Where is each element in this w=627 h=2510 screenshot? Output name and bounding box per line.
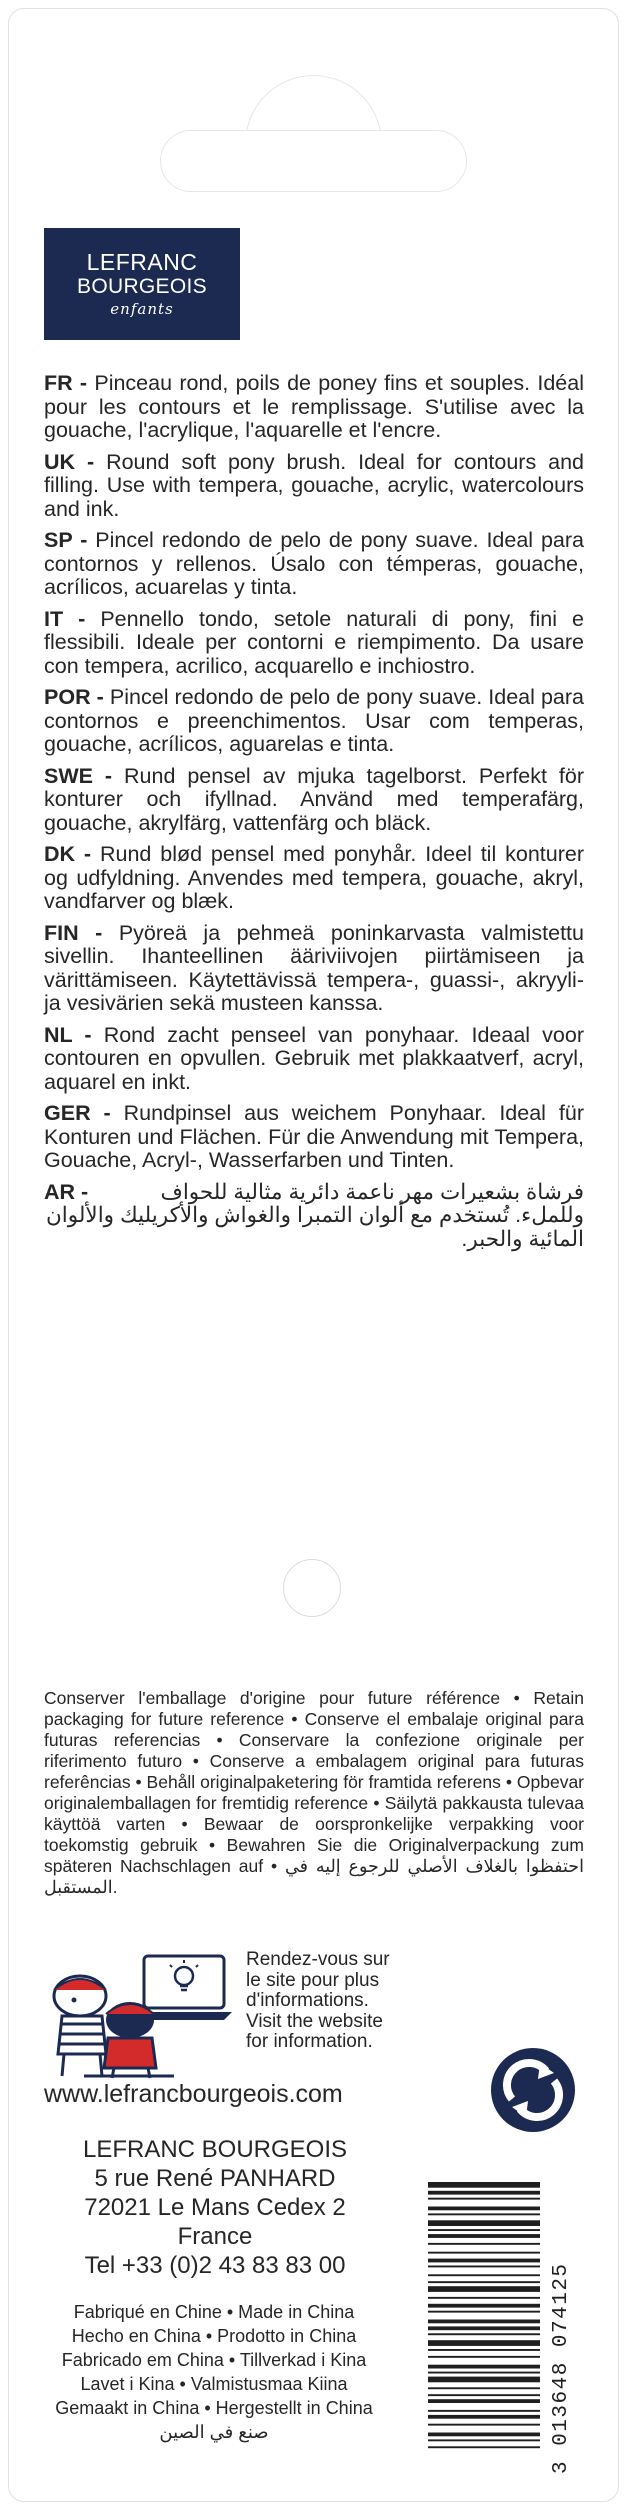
barcode-bar	[428, 2377, 540, 2383]
description-fin: FIN - Pyöreä ja pehmeä poninkarvasta valmistettu sivellin. Ihanteellinen ääriviivojen piirtämiseen ja värittämiseen. Käytettävissä tempera-, guassi-, akryyli- ja vesivärien sekä musteen kanssa.	[44, 920, 584, 1015]
brand-line-3: enfants	[110, 300, 174, 318]
barcode-bar	[428, 2387, 540, 2389]
retain-packaging-notice: Conserver l'emballage d'origine pour future référence • Retain packaging for future reference • Conserve el embalaje original para futuras referencias • Conservare la confezione originale per riferimento futuro • Conserve a embalagem original para futuras referências • Behåll originalpaketering för framtida referens • Opbevar originalemballagen for fremtidig reference • Säilytä pakkausta tulevaa käyttöä varten • Bewaar de oorspronkelijke verpakking voor toekomstig gebruik • Bewahren Sie die Originalverpackung zum späteren Nachschlagen auf • احتفظوا بالغلاف الأصلي للرجوع إليه في المستقبل.	[44, 1688, 584, 1897]
company-address	[60, 2135, 370, 2280]
barcode-bar	[428, 2274, 540, 2276]
barcode-bar	[428, 2220, 540, 2226]
barcode-bar	[428, 2252, 540, 2254]
visit-website-text: Rendez-vous sur le site pour plus d'informations. Visit the website for information.	[246, 1949, 390, 2052]
company-name: LEFRANC BOURGEOIS	[82, 2136, 348, 2163]
barcode-bar	[428, 2266, 540, 2268]
barcode-bar	[428, 2229, 540, 2231]
barcode-bar	[428, 2191, 540, 2195]
barcode-bar	[428, 2340, 540, 2346]
website-url: www.lefrancbourgeois.com	[44, 2080, 343, 2108]
barcode-bars	[428, 2182, 540, 2448]
barcode-bar	[428, 2243, 540, 2245]
brand-logo	[44, 228, 240, 340]
address-phone: Tel +33 (0)2 43 83 83 00	[84, 2252, 346, 2279]
product-descriptions	[44, 372, 584, 1259]
barcode-bar	[428, 2424, 540, 2426]
barcode-bar	[428, 2326, 540, 2330]
description-sp: SP - Pincel redondo de pelo de pony suave. Ideal para contornos y rellenos. Úsalo con témperas, gouache, acrílicos, acuarelas y tinta.	[44, 528, 584, 599]
barcode-bar	[428, 2182, 540, 2188]
description-dk: DK - Rund blød pensel med ponyhår. Ideel til konturer og udfyldning. Anvendes med tempera, gouache, akryl, vandfarver og blæk.	[44, 842, 584, 913]
barcode-bar	[428, 2207, 540, 2211]
barcode-bar	[428, 2259, 540, 2263]
barcode-digits: 3 013648 074125	[550, 2262, 573, 2474]
barcode-bar	[428, 2297, 540, 2299]
brand-line-1: LEFRANC	[86, 249, 198, 275]
barcode-bar	[428, 2304, 540, 2308]
recycle-icon	[488, 2045, 578, 2135]
address-country: France	[177, 2223, 253, 2250]
description-it: IT - Pennello tondo, setole naturali di pony, fini e flessibili. Ideale per contorni e riempimento. Da usare con tempera, acrilico, acquarello e inchiostro.	[44, 606, 584, 678]
barcode-bar	[428, 2320, 540, 2324]
address-street: 5 rue René PANHARD	[94, 2165, 336, 2192]
barcode-bar	[428, 2415, 540, 2419]
description-nl: NL - Rond zacht penseel van ponyhaar. Ideaal voor contouren en opvullen. Gebruik met plakkaatverf, acryl, aquarel en inkt.	[44, 1022, 585, 1094]
description-swe: SWE - Rund pensel av mjuka tagelborst. Perfekt för konturer och ifyllnad. Använd med temperafärg, gouache, akrylfärg, vattenfärg och bläck.	[44, 763, 585, 835]
mascot-illustration-icon	[44, 1950, 234, 2080]
barcode-bar	[428, 2333, 540, 2335]
barcode-bar	[428, 2311, 540, 2313]
hang-hole-icon	[283, 1559, 341, 1617]
barcode-bar	[428, 2356, 540, 2358]
barcode-bar	[428, 2394, 540, 2396]
description-ar: AR - فرشاة بشعيرات مهر ناعمة دائرية مثالية للحواف وللملء. تُستخدم مع ألوان التمبرا والغواش والأكريليك والألوان المائية والحبر.	[44, 1179, 584, 1251]
description-por: POR - Pincel redondo de pelo de pony suave. Ideal para contornos e preenchimentos. Usar com temperas, gouache, acrílicos, aguarelas e tinta.	[44, 685, 584, 756]
description-uk: UK - Round soft pony brush. Ideal for contours and filling. Use with tempera, gouache, acrylic, watercolours and ink.	[44, 449, 584, 521]
brand-line-2: BOURGEOIS	[77, 275, 207, 298]
barcode-bar	[428, 2372, 540, 2374]
barcode-bar	[428, 2234, 540, 2238]
address-city: 72021 Le Mans Cedex 2	[84, 2194, 346, 2221]
barcode	[428, 2178, 578, 2478]
barcode-bar	[428, 2281, 540, 2283]
barcode-bar	[428, 2286, 540, 2292]
barcode-bar	[428, 2213, 540, 2215]
barcode-bar	[428, 2365, 540, 2369]
hang-hole-icon	[160, 130, 467, 192]
made-in-china-notice: Fabriqué en Chine • Made in China Hecho en China • Prodotto in China Fabricado em China • Tillverkad i Kina Lavet i Kina • Valmistusmaa Kiina Gemaakt in China • Hergestellt in China صنع في الصين	[55, 2302, 373, 2442]
barcode-bar	[428, 2198, 540, 2200]
barcode-bar	[428, 2349, 540, 2351]
description-fr: FR - Pinceau rond, poils de poney fins et souples. Idéal pour les contours et le remplissage. S'utilise avec la gouache, l'acrylique, l'aquarelle et l'encre.	[44, 371, 584, 442]
barcode-bar	[428, 2433, 540, 2437]
barcode-bar	[428, 2439, 540, 2441]
barcode-bar	[428, 2446, 540, 2448]
barcode-bar	[428, 2410, 540, 2412]
description-ger: GER - Rundpinsel aus weichem Ponyhaar. Ideal für Konturen und Flächen. Für die Anwendung mit Tempera, Gouache, Acryl-, Wasserfarben und Tinten.	[44, 1101, 584, 1172]
barcode-bar	[428, 2399, 540, 2403]
